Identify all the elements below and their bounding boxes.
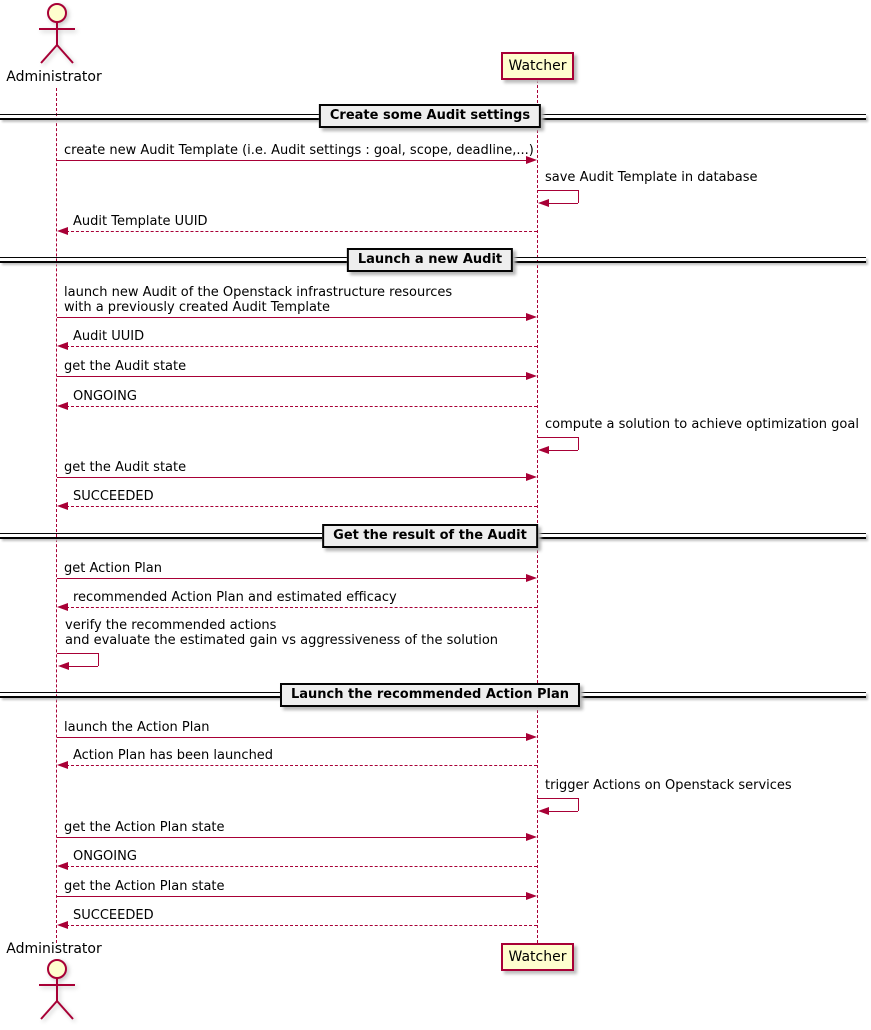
message-arrowhead-icon xyxy=(526,833,537,841)
self-message-loop-side xyxy=(578,190,579,203)
self-message-arrowhead-icon xyxy=(58,662,69,670)
message-arrowhead-icon xyxy=(57,502,68,510)
self-message-arrowhead-icon xyxy=(538,807,549,815)
message-line xyxy=(66,765,537,766)
message-label: create new Audit Template (i.e. Audit settings : goal, scope, deadline,...) xyxy=(64,143,534,158)
watcher-participant-top xyxy=(501,52,574,80)
self-message-label: save Audit Template in database xyxy=(545,170,758,185)
message-arrowhead-icon xyxy=(57,761,68,769)
message-line xyxy=(57,896,528,897)
message-arrowhead-icon xyxy=(526,892,537,900)
message-line xyxy=(57,477,528,478)
message-arrowhead-icon xyxy=(57,921,68,929)
self-message-loop-top xyxy=(537,190,578,191)
watcher-participant-label-bottom: Watcher xyxy=(508,949,567,965)
self-message-loop-bottom xyxy=(546,811,578,812)
administrator-label-top: Administrator xyxy=(6,69,102,85)
section-divider-label: Create some Audit settings xyxy=(319,104,541,128)
watcher-participant-label-top: Watcher xyxy=(508,58,567,74)
message-label: SUCCEEDED xyxy=(73,908,154,923)
message-arrowhead-icon xyxy=(57,603,68,611)
message-label: Audit UUID xyxy=(73,329,145,344)
message-label: SUCCEEDED xyxy=(73,489,154,504)
message-label: ONGOING xyxy=(73,849,137,864)
administrator-actor-icon xyxy=(27,1,87,67)
message-label: get Action Plan xyxy=(64,561,162,576)
message-line xyxy=(66,607,537,608)
message-line xyxy=(57,737,528,738)
message-line xyxy=(66,866,537,867)
message-label: Audit Template UUID xyxy=(73,214,208,229)
message-arrowhead-icon xyxy=(526,733,537,741)
administrator-lifeline xyxy=(56,88,57,943)
message-label: Action Plan has been launched xyxy=(73,748,274,763)
message-line xyxy=(66,925,537,926)
section-divider-label: Launch the recommended Action Plan xyxy=(280,683,580,707)
self-message-loop-top xyxy=(537,798,578,799)
message-line xyxy=(66,406,537,407)
self-message-label: verify the recommended actions xyxy=(65,618,277,633)
message-arrowhead-icon xyxy=(526,574,537,582)
message-arrowhead-icon xyxy=(526,156,537,164)
administrator-actor-icon-bottom xyxy=(27,957,87,1023)
self-message-loop-top xyxy=(57,653,98,654)
message-arrowhead-icon xyxy=(57,862,68,870)
self-message-arrowhead-icon xyxy=(538,199,549,207)
self-message-loop-side xyxy=(578,437,579,450)
message-arrowhead-icon xyxy=(57,342,68,350)
section-divider-label: Launch a new Audit xyxy=(347,248,513,272)
watcher-participant-bottom xyxy=(501,943,574,971)
self-message-loop-bottom xyxy=(66,666,98,667)
self-message-loop-bottom xyxy=(546,450,578,451)
message-label: recommended Action Plan and estimated efficacy xyxy=(73,590,397,605)
administrator-label-bottom: Administrator xyxy=(6,941,102,957)
self-message-loop-top xyxy=(537,437,578,438)
message-arrowhead-icon xyxy=(526,372,537,380)
message-label: with a previously created Audit Template xyxy=(64,300,331,315)
self-message-arrowhead-icon xyxy=(538,446,549,454)
message-label: launch new Audit of the Openstack infrastructure resources xyxy=(64,285,453,300)
message-line xyxy=(57,837,528,838)
message-line xyxy=(66,231,537,232)
message-label: get the Audit state xyxy=(64,460,187,475)
message-arrowhead-icon xyxy=(526,313,537,321)
message-label: launch the Action Plan xyxy=(64,720,210,735)
message-label: get the Audit state xyxy=(64,359,187,374)
self-message-label: compute a solution to achieve optimization goal xyxy=(545,417,859,432)
self-message-loop-side xyxy=(578,798,579,811)
self-message-loop-bottom xyxy=(546,203,578,204)
message-line xyxy=(57,160,528,161)
message-line xyxy=(66,506,537,507)
message-line xyxy=(57,317,528,318)
message-label: ONGOING xyxy=(73,389,137,404)
message-label: get the Action Plan state xyxy=(64,820,225,835)
message-line xyxy=(57,376,528,377)
self-message-label: and evaluate the estimated gain vs aggressiveness of the solution xyxy=(65,633,499,648)
section-divider-label: Get the result of the Audit xyxy=(322,524,538,548)
message-label: get the Action Plan state xyxy=(64,879,225,894)
message-arrowhead-icon xyxy=(57,227,68,235)
message-line xyxy=(66,346,537,347)
message-arrowhead-icon xyxy=(57,402,68,410)
message-arrowhead-icon xyxy=(526,473,537,481)
self-message-label: trigger Actions on Openstack services xyxy=(545,778,792,793)
message-line xyxy=(57,578,528,579)
self-message-loop-side xyxy=(98,653,99,666)
